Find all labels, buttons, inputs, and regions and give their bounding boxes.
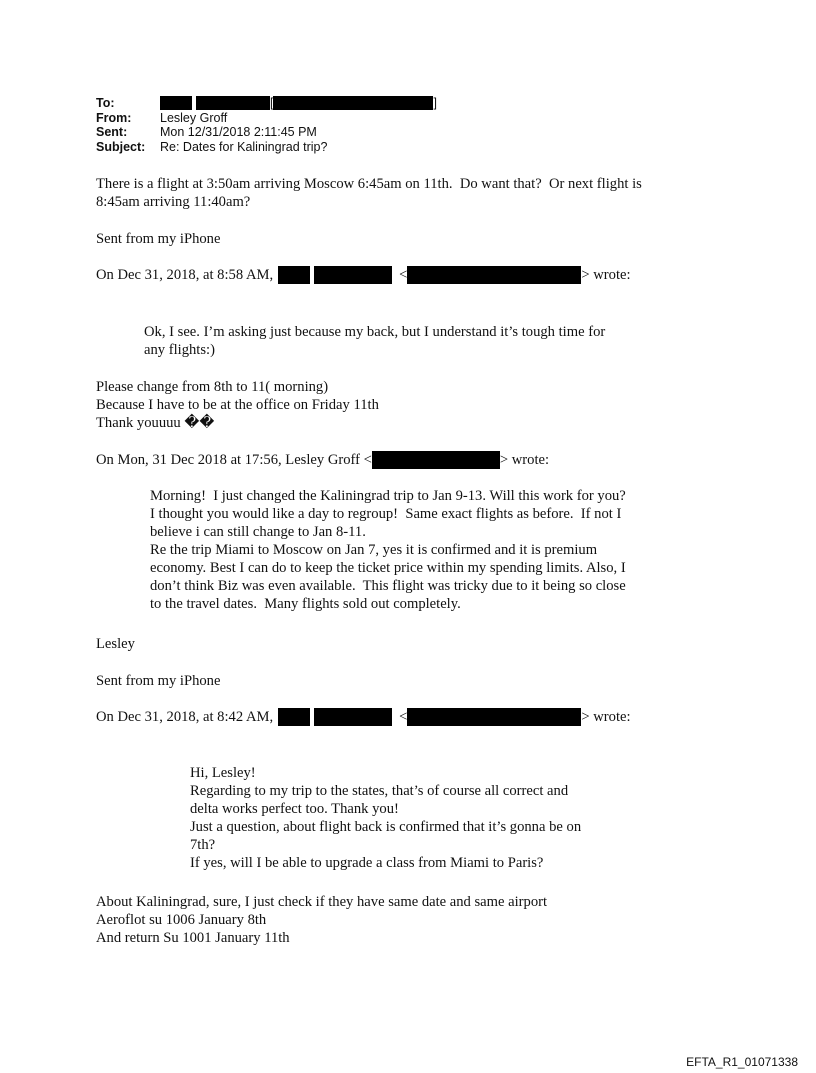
subject-label: Subject: (96, 139, 146, 154)
subject-value: Re: Dates for Kaliningrad trip? (160, 139, 328, 154)
to-bracket-close: ] (433, 96, 437, 110)
sender-name: Lesley (96, 636, 135, 652)
quoted-message: Ok, I see. I’m asking just because my back, but I understand it’s tough time for any flights:) (144, 324, 606, 358)
redaction-block (314, 708, 392, 726)
sent-row (96, 125, 437, 140)
document-id: EFTA_R1_01071338 (686, 1055, 798, 1069)
redaction-block (278, 266, 310, 284)
to-row (96, 96, 437, 111)
quote-suffix: > wrote: (581, 709, 631, 725)
quote-header (96, 451, 549, 469)
redaction-block (273, 96, 433, 110)
from-row (96, 111, 437, 126)
quote-prefix: On Dec 31, 2018, at 8:42 AM, (96, 709, 274, 725)
from-label: From: (96, 110, 132, 125)
redaction-block (372, 451, 500, 469)
reply-paragraph: There is a flight at 3:50am arriving Moscow 6:45am on 11th. Do want that? Or next flight is 8:45am arriving 11:40am? (96, 176, 642, 210)
quote-header (96, 266, 631, 284)
subject-row (96, 140, 437, 155)
signature-iphone: Sent from my iPhone (96, 673, 221, 689)
redaction-block (407, 266, 581, 284)
quote-suffix: > wrote: (581, 267, 631, 283)
sent-label: Sent: (96, 125, 128, 139)
redaction-block (278, 708, 310, 726)
quoted-message: Please change from 8th to 11( morning) Because I have to be at the office on Friday 11th Thank youuuu �� (96, 379, 379, 431)
quoted-message: Hi, Lesley! Regarding to my trip to the states, that’s of course all correct and delta works perfect too. Thank you! Just a question, about flight back is confirmed that it’s gonna be on 7th? If yes, will I be able to upgrade a class from Miami to Paris? (190, 765, 582, 871)
quote-prefix: On Mon, 31 Dec 2018 at 17:56, Lesley Groff < (96, 452, 372, 468)
quoted-message: Morning! I just changed the Kaliningrad trip to Jan 9-13. Will this work for you? I thought you would like a day to regroup! Same exact flights as before. If not I believe i can still change to Jan 8-11. Re the trip Miami to Moscow on Jan 7, yes it is confirmed and it is premium economy. Best I can do to keep the ticket price within my spending limits. Also, I don’t think Biz was even available. This flight was tricky due to it being so close to the travel dates. Many flights sold out completely. (150, 488, 626, 612)
redaction-block (160, 96, 192, 110)
from-value: Lesley Groff (160, 110, 228, 125)
to-bracket-open: [ (270, 96, 274, 110)
redaction-block (407, 708, 581, 726)
to-label: To: (96, 96, 115, 110)
quote-header (96, 708, 631, 726)
signature-iphone: Sent from my iPhone (96, 231, 221, 247)
redaction-block (314, 266, 392, 284)
quote-prefix: On Dec 31, 2018, at 8:58 AM, (96, 267, 274, 283)
quote-lt: < (399, 709, 408, 725)
quoted-message: About Kaliningrad, sure, I just check if they have same date and same airport Aeroflot su 1006 January 8th And return Su 1001 January 11th (96, 894, 548, 946)
email-header (96, 96, 437, 154)
sent-value: Mon 12/31/2018 2:11:45 PM (160, 125, 317, 139)
quote-lt: < (399, 267, 408, 283)
redaction-block (196, 96, 270, 110)
quote-suffix: > wrote: (499, 452, 550, 468)
